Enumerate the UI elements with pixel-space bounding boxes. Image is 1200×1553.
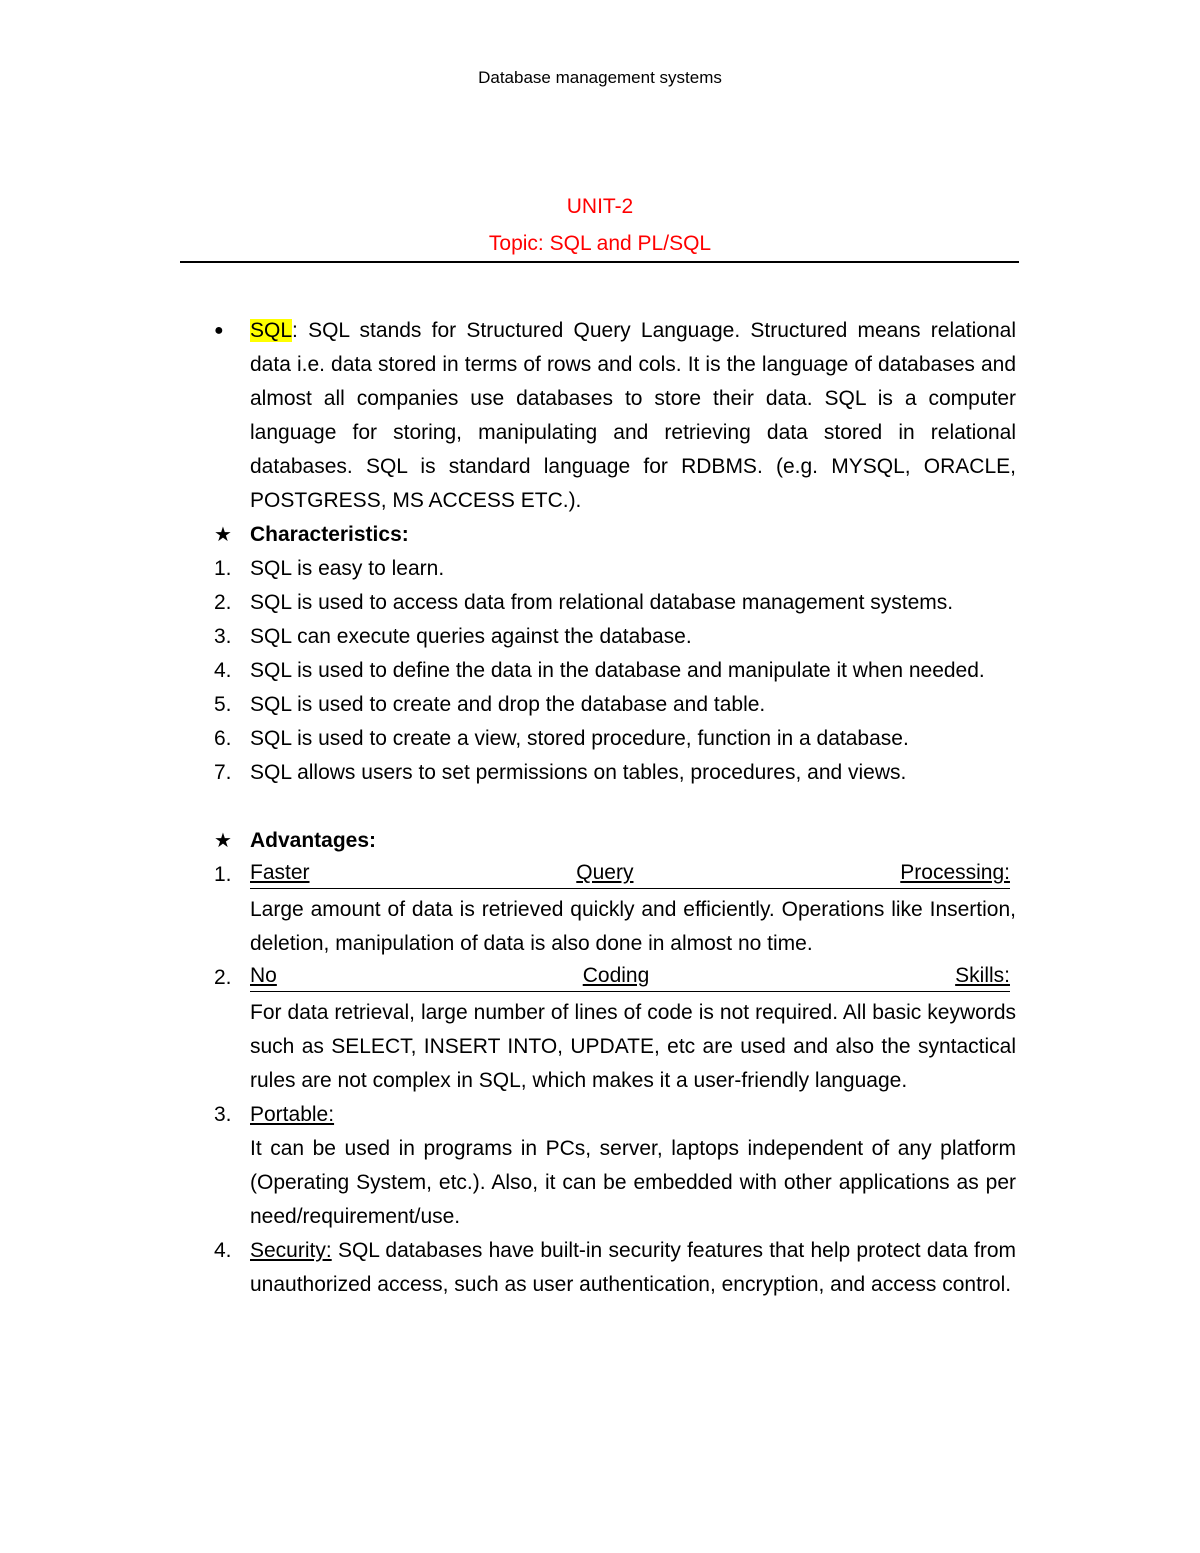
- list-item: [214, 552, 1016, 586]
- list-item: [214, 654, 1016, 688]
- characteristics-heading-row: [214, 518, 1016, 552]
- characteristics-heading: Characteristics:: [250, 523, 409, 546]
- advantage-title: Security:: [250, 1239, 332, 1262]
- advantage-title-word: Query: [576, 861, 634, 884]
- unit-title: UNIT-2: [566, 195, 634, 218]
- list-number: 5.: [214, 693, 232, 716]
- advantage-text: It can be used in programs in PCs, server, laptops independent of any platform (Operating System, etc.). Also, it can be embedded with other applications as per need/requirement/use.: [250, 1137, 1016, 1228]
- advantage-title-word: Coding: [582, 964, 650, 987]
- list-item-text: SQL is used to access data from relational database management systems.: [250, 591, 954, 614]
- advantage-text: SQL databases have built-in security features that help protect data from unauthorized access, such as user authentication, encryption, and access control.: [250, 1239, 1016, 1296]
- list-number: 2.: [214, 966, 232, 989]
- advantage-text: For data retrieval, large number of lines of code is not required. All basic keywords such as SELECT, INSERT INTO, UPDATE, etc are used and also the syntactical rules are not complex in SQL, which makes it a user-friendly language.: [250, 1001, 1016, 1092]
- list-item: [214, 722, 1016, 756]
- advantage-title-word: No: [250, 964, 277, 987]
- advantage-title: [250, 961, 1010, 992]
- list-number: 3.: [214, 625, 232, 648]
- title-divider: [180, 261, 1019, 263]
- list-item: [214, 620, 1016, 654]
- advantage-title-word: Processing:: [900, 861, 1010, 884]
- sql-intro-bullet: [214, 314, 1016, 518]
- list-item-text: SQL is used to define the data in the database and manipulate it when needed.: [250, 659, 985, 682]
- advantage-item: [214, 1234, 1016, 1302]
- list-number: 6.: [214, 727, 232, 750]
- list-item-text: SQL allows users to set permissions on tables, procedures, and views.: [250, 761, 907, 784]
- list-item: [214, 586, 1016, 620]
- list-item-text: SQL is used to create and drop the database and table.: [250, 693, 766, 716]
- list-number: 3.: [214, 1103, 232, 1126]
- list-item: [214, 688, 1016, 722]
- advantage-item: [214, 961, 1016, 1098]
- topic-title: Topic: SQL and PL/SQL: [488, 232, 712, 255]
- list-item: [214, 756, 1016, 790]
- list-number: 2.: [214, 591, 232, 614]
- advantage-title-word: Faster: [250, 861, 310, 884]
- advantage-item: [214, 858, 1016, 961]
- section-spacer: [214, 790, 1016, 824]
- advantages-heading: Advantages:: [250, 829, 377, 852]
- sql-term: SQL: [250, 319, 293, 342]
- page-header: Database management systems: [478, 68, 722, 87]
- list-item-text: SQL is easy to learn.: [250, 557, 445, 580]
- advantage-title: Portable:: [250, 1103, 335, 1126]
- list-number: 4.: [214, 659, 232, 682]
- advantage-title: [250, 858, 1010, 889]
- advantage-text: Large amount of data is retrieved quickly and efficiently. Operations like Insertion, deletion, manipulation of data is also done in almost no time.: [250, 898, 1016, 955]
- star-icon: ★: [214, 830, 232, 852]
- document-body: [214, 314, 1016, 1302]
- list-number: 1.: [214, 557, 232, 580]
- list-item-text: SQL can execute queries against the database.: [250, 625, 692, 648]
- list-number: 4.: [214, 1239, 232, 1262]
- list-number: 1.: [214, 863, 232, 886]
- advantage-item: [214, 1098, 1016, 1234]
- list-number: 7.: [214, 761, 232, 784]
- star-icon: ★: [214, 524, 232, 546]
- advantages-heading-row: [214, 824, 1016, 858]
- sql-intro-text: : SQL stands for Structured Query Language. Structured means relational data i.e. data stored in terms of rows and cols. It is the language of databases and almost all companies use databases to store their data. SQL is a computer language for storing, manipulating and retrieving data stored in relational databases. SQL is standard language for RDBMS. (e.g. MYSQL, ORACLE, POSTGRESS, MS ACCESS ETC.).: [250, 319, 1016, 512]
- bullet-dot-icon: ●: [214, 322, 224, 339]
- advantage-title-word: Skills:: [955, 964, 1010, 987]
- list-item-text: SQL is used to create a view, stored procedure, function in a database.: [250, 727, 909, 750]
